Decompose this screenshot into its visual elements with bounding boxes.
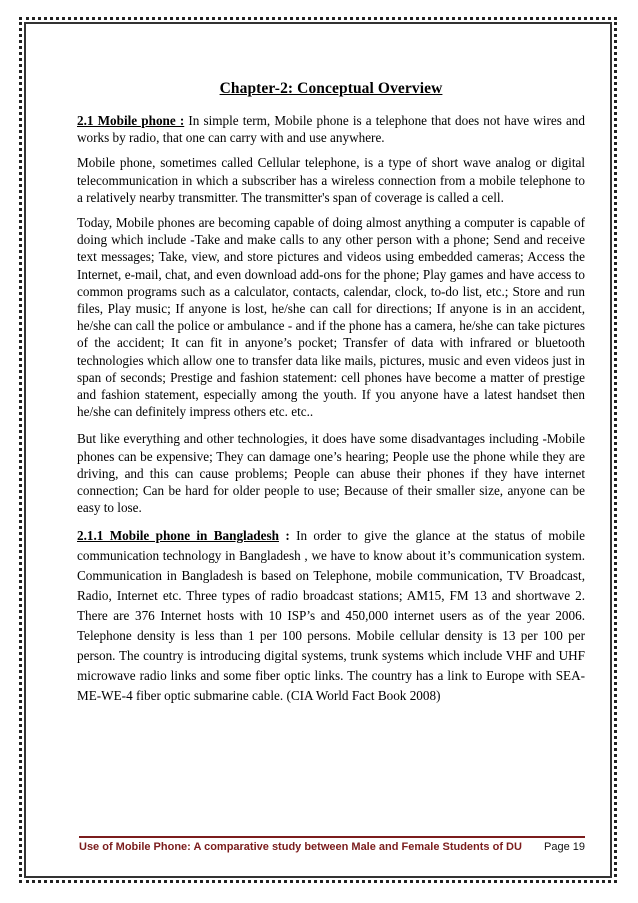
footer-title: Use of Mobile Phone: A comparative study between Male and Female Students of DU bbox=[79, 841, 522, 853]
section-2-1-1-colon: : bbox=[285, 528, 290, 544]
section-2-1-1-text: In order to give the glance at the status of mobile communication technology in Bangladesh , we have to know about it’s communication system. Communication in Bangladesh is based on Telephone, mobile communication, TV Broadcast, Radio, Internet etc. Three types of radio broadcast stations; AM15, FM 13 and shortwave 2. There are 376 Internet hosts with 10 ISP’s and 450,000 internet users as of the year 2006. Telephone density is less than 1 per 100 persons. Mobile cellular density is 13 per 100 per person. The country is introducing digital systems, trunk systems which include VHF and UHF microwave radio links and some fiber optic links. The country has a link to Europe with SEA-ME-WE-4 fiber optic submarine cable. (CIA World Fact Book 2008) bbox=[77, 528, 586, 704]
page-footer bbox=[79, 836, 585, 853]
disadvantages-paragraph: But like everything and other technologies, it does have some disadvantages including -Mobile phones can be expensive; They can damage one’s hearing; People use the phone while they are driving, and this can cause problems; People can abuse their phones if they have internet connection; Can be hard for older people to use; Because of their smaller size, anyone can be easy to lose. bbox=[77, 431, 585, 516]
section-2-1-paragraph bbox=[77, 112, 585, 146]
section-2-1-1-heading: 2.1.1 Mobile phone in Bangladesh bbox=[77, 528, 279, 544]
chapter-title: Chapter-2: Conceptual Overview bbox=[219, 80, 443, 97]
capabilities-paragraph: Today, Mobile phones are becoming capable of doing almost anything a computer is capable of doing which include -Take and make calls to any other person with a phone; Send and receive text messages; Take, view, and store pictures and videos using embedded cameras; Access the Internet, e-mail, chat, and even download add-ons for the phone; Play games and have access to common programs such as a calculator, contacts, calendar, clock, to-do list, etc.; Store and run files, Play music; If anyone is lost, he/she can call for directions; If anyone is in an accident, he/she can call the police or ambulance - and if the phone has a camera, he/she can take pictures of the accident; It can fit in anyone’s pocket; Transfer of data with infrared or bluetooth technologies which allow one to transfer data like mails, pictures, music and even videos just in span of seconds; Prestige and fashion statement: cell phones have become a matter of prestige and fashion statement, especially among the youth. If you anyone have a latest handset then he/she can definitely impress others etc. etc.. bbox=[77, 215, 585, 420]
document-body bbox=[77, 80, 585, 714]
section-2-1-1-paragraph bbox=[77, 526, 585, 706]
section-2-1-heading: 2.1 Mobile phone : bbox=[77, 113, 185, 128]
cellular-definition-paragraph: Mobile phone, sometimes called Cellular telephone, is a type of short wave analog or digital telecommunication in which a subscriber has a wireless connection from a mobile telephone to a relatively nearby transmitter. The transmitter's span of coverage is called a cell. bbox=[77, 155, 585, 205]
section-2-1-text: In simple term, Mobile phone is a telephone that does not have wires and works by radio, that one can carry with and use anywhere. bbox=[77, 113, 585, 146]
page-number: Page 19 bbox=[544, 841, 585, 853]
